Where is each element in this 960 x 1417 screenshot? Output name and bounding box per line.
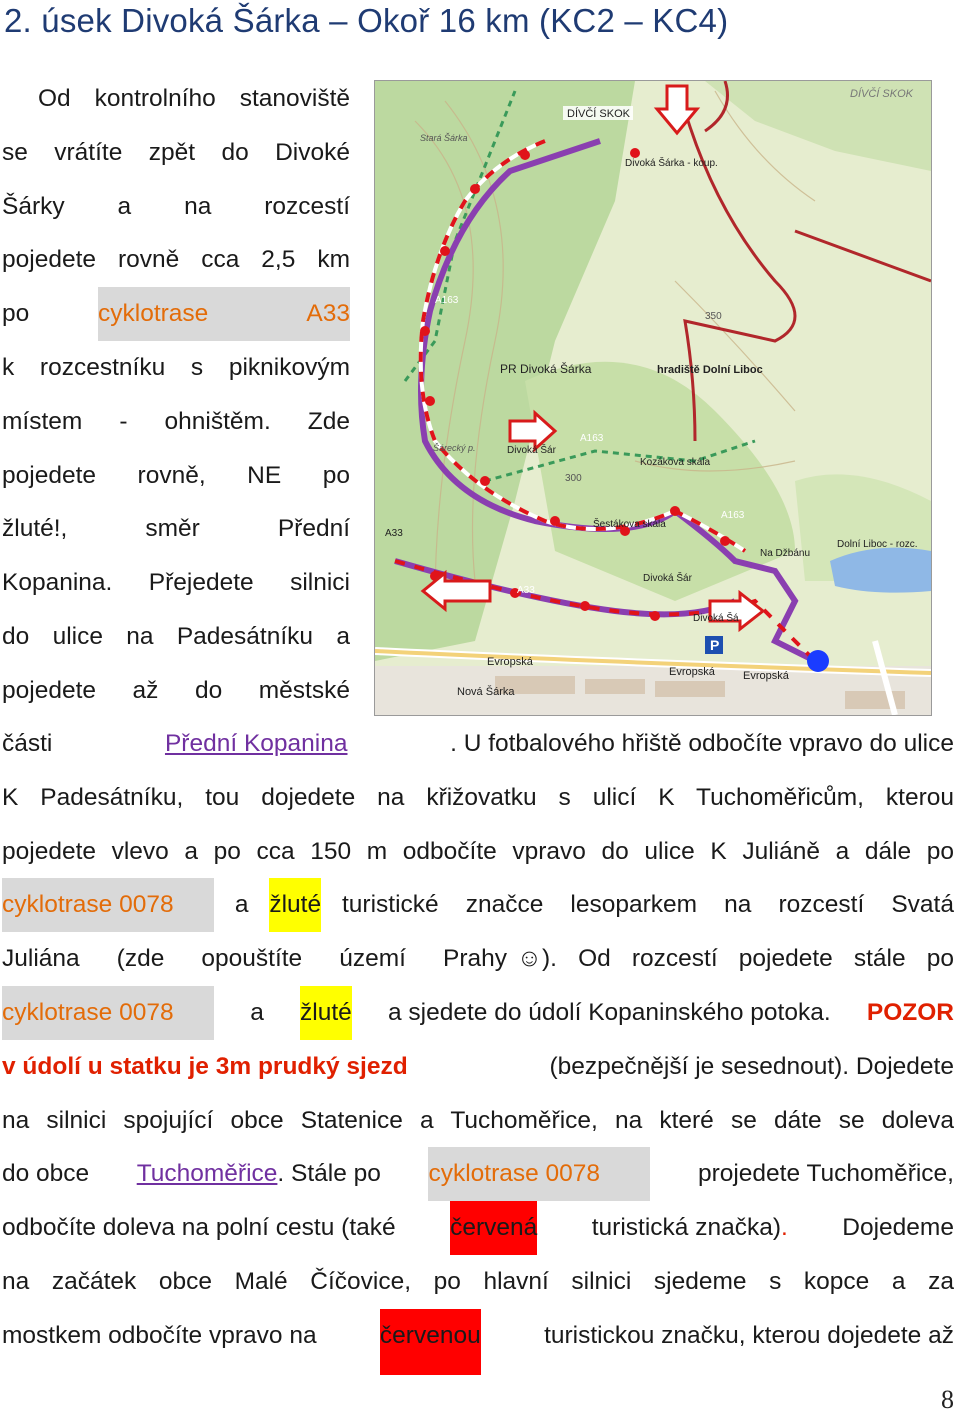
intro-paragraph xyxy=(2,72,350,718)
map-label: A33 xyxy=(385,528,403,539)
red-marker-text: červenou xyxy=(380,1309,481,1375)
map-label: Divoká Šár xyxy=(507,445,556,456)
text-fragment: ). Od rozcestí pojedete stále po xyxy=(542,945,954,973)
map-label: Nová Šárka xyxy=(457,686,515,698)
text-fragment: projedete Tuchoměřice, xyxy=(697,1160,954,1188)
red-marker-text: červená xyxy=(450,1201,537,1255)
section-heading: 2. úsek Divoká Šárka – Okoř 16 km (KC2 – KC4) xyxy=(4,2,729,39)
map-label: 300 xyxy=(565,473,582,484)
map-label: DÍVČÍ SKOK xyxy=(567,108,630,120)
map-label: Dolní Liboc - rozc. xyxy=(837,539,918,550)
text-line xyxy=(2,1309,954,1375)
parking-icon: P xyxy=(710,637,720,653)
cycle-route-a33 xyxy=(98,287,350,341)
map-label: DÍVČÍ SKOK xyxy=(850,88,913,100)
warning-text: POZOR xyxy=(866,998,954,1026)
text-line: k rozcestníku s piknikovým xyxy=(2,353,350,381)
page-number: 8 xyxy=(941,1385,954,1414)
text-fragment: a xyxy=(234,891,249,919)
map-label: Stará Šárka xyxy=(420,133,468,143)
map-label: A163 xyxy=(580,433,604,444)
text-line xyxy=(2,986,954,1040)
text-line xyxy=(2,825,954,879)
map-label: hradiště Dolní Liboc xyxy=(657,364,763,376)
text-line: pojedete rovně cca 2,5 km xyxy=(2,246,350,274)
text-fragment xyxy=(2,932,954,986)
text-line xyxy=(2,717,954,771)
text-line: pojedete rovně, NE po xyxy=(2,461,350,489)
smiley-icon: ☺ xyxy=(516,945,542,973)
text-fragment xyxy=(592,1201,788,1255)
text-line: místem - ohništěm. Zde xyxy=(2,407,350,435)
map-label: A163 xyxy=(435,295,459,306)
text-line xyxy=(2,1255,954,1309)
text-line xyxy=(2,1201,954,1255)
text-fragment: na začátek obce Malé Číčovice, po hlavní silnici sjedeme s kopce a za xyxy=(2,1267,954,1295)
text-fragment: . xyxy=(781,1214,788,1242)
text-line: do ulice na Padesátníku a xyxy=(2,622,350,650)
text-line xyxy=(2,1094,954,1148)
main-paragraph xyxy=(2,717,954,1375)
map-label: A33 xyxy=(517,585,535,596)
text-line: Šárky a na rozcestí xyxy=(2,192,350,220)
text-fragment xyxy=(137,1147,381,1201)
cycle-route-0078 xyxy=(428,1147,650,1201)
text-fragment: . U fotbalového hřiště odbočíte vpravo do ulice xyxy=(450,730,954,757)
map-label: Evropská xyxy=(743,670,789,682)
text-line: pojedete až do městské xyxy=(2,676,350,704)
cycle-route-code: A33 xyxy=(306,300,350,328)
text-fragment: a sjedete do údolí Kopaninského potoka. xyxy=(387,998,831,1026)
text-fragment: odbočíte doleva na polní cestu (také xyxy=(2,1214,396,1242)
map-label: Evropská xyxy=(487,656,533,668)
text-fragment: pojedete vlevo a po cca 150 m odbočíte vpravo do ulice K Juliáně a dále po xyxy=(2,837,954,865)
text-fragment: K Padesátníku, tou dojedete na křižovatku s ulicí K Tuchoměřicům, kterou xyxy=(2,783,954,811)
text-line: se vrátíte zpět do Divoké xyxy=(2,138,350,166)
link-tuchomerice[interactable]: Tuchoměřice xyxy=(136,1160,278,1188)
text-fragment: (bezpečnější je sesednout). Dojedete xyxy=(549,1052,954,1080)
cycle-route-0078 xyxy=(2,878,214,932)
yellow-marker-text: žluté xyxy=(269,878,321,932)
text-fragment: . Stále po xyxy=(277,1160,381,1188)
cycle-route-code: 0078 xyxy=(119,891,174,919)
text-fragment: po xyxy=(2,300,30,328)
text-line xyxy=(2,771,954,825)
map-label: Divoká Šár xyxy=(643,573,692,584)
route-map xyxy=(374,80,932,716)
cycle-route-word: cyklotrase xyxy=(2,998,113,1026)
cycle-route-word: cyklotrase xyxy=(98,300,209,328)
text-fragment: na silnici spojující obce Statenice a Tuchoměřice, na které se dáte se doleva xyxy=(2,1106,954,1134)
text-line: žluté!, směr Přední xyxy=(2,515,350,543)
text-fragment: turistickou značku, kterou dojedete až xyxy=(544,1321,954,1349)
cycle-route-code: 0078 xyxy=(119,998,174,1026)
map-label: Šárecký p. xyxy=(433,443,476,453)
map-label: Evropská xyxy=(669,666,715,678)
yellow-marker-text: žluté xyxy=(300,986,352,1040)
map-label: Na Džbánu xyxy=(760,548,811,559)
text-line xyxy=(2,932,954,986)
warning-text: v údolí u statku je 3m prudký sjezd xyxy=(2,1052,408,1080)
text-fragment: turistická značka) xyxy=(591,1214,782,1242)
text-line xyxy=(2,287,350,341)
text-fragment: turistické značce lesoparkem na rozcestí Svatá xyxy=(341,891,954,919)
map-label: 350 xyxy=(705,311,722,322)
cycle-route-0078 xyxy=(2,986,214,1040)
map-label: Šestákova skála xyxy=(593,519,666,530)
text-fragment: Juliána (zde opouštíte území Prahy xyxy=(2,945,507,973)
text-line: Kopanina. Přejedete silnici xyxy=(2,569,350,597)
text-fragment: do obce xyxy=(2,1160,90,1188)
map-label: A163 xyxy=(721,510,745,521)
map-label: PR Divoká Šárka xyxy=(500,362,592,376)
text-fragment: Dojedeme xyxy=(842,1214,954,1242)
cycle-route-word: cyklotrase xyxy=(2,891,113,919)
text-line xyxy=(2,878,954,932)
link-predni-kopanina[interactable]: Přední Kopanina xyxy=(164,730,348,757)
cycle-route-code: 0078 xyxy=(545,1160,601,1188)
map-label: Divoká Šá xyxy=(693,613,739,624)
text-line xyxy=(2,1147,954,1201)
cycle-route-word: cyklotrase xyxy=(428,1160,539,1188)
text-fragment: a xyxy=(250,998,264,1026)
map-label: Divoká Šárka - koup. xyxy=(625,158,718,169)
map-label: Kozákova skála xyxy=(640,457,711,468)
text-fragment: mostkem odbočíte vpravo na xyxy=(2,1321,317,1349)
text-fragment: části xyxy=(2,730,53,757)
text-line xyxy=(2,1040,954,1094)
text-line: Od kontrolního stanoviště xyxy=(38,85,350,112)
